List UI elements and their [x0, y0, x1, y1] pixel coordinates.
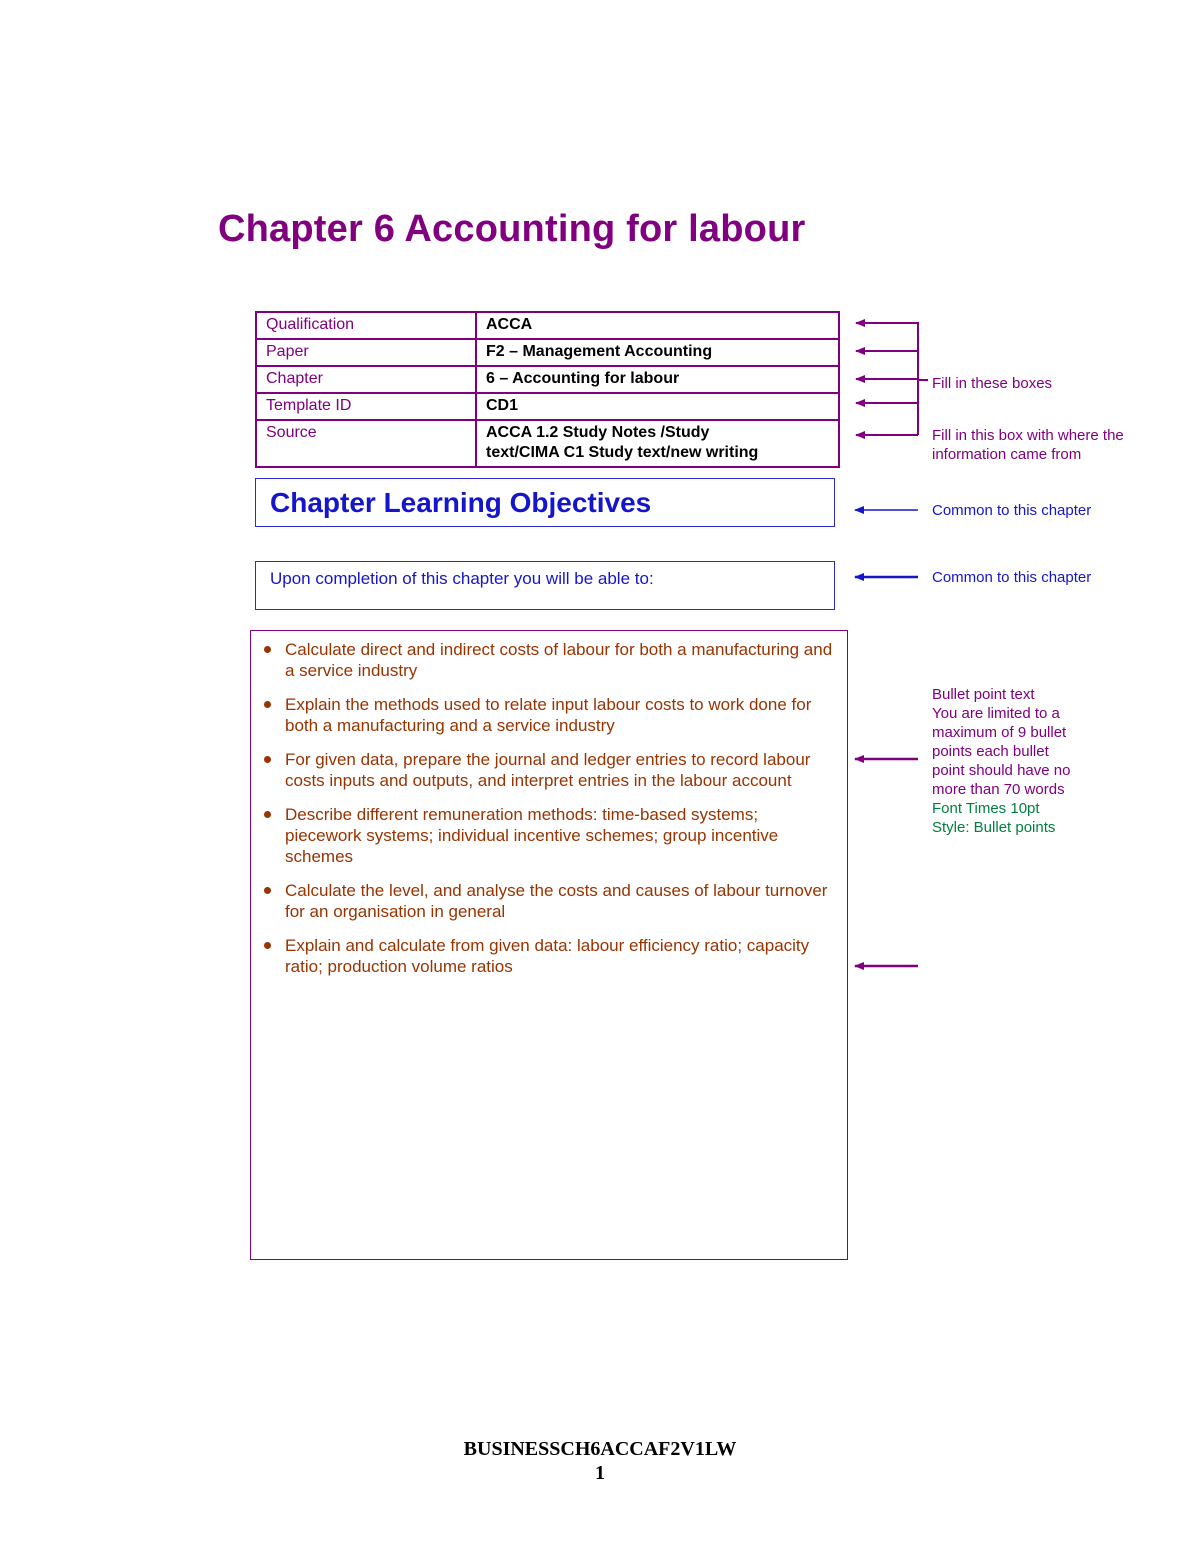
page-number: 1	[595, 1462, 605, 1484]
page-title: Chapter 6 Accounting for labour	[218, 208, 806, 250]
note-line: point should have no	[932, 762, 1071, 779]
bullet-text: Explain and calculate from given data: labour efficiency ratio; capacity ratio; production volume ratios	[285, 936, 810, 976]
bullet-text: Explain the methods used to relate input labour costs to work done for both a manufacturing and a service industry	[285, 695, 812, 735]
note-line: points each bullet	[932, 743, 1049, 760]
note-line: more than 70 words	[932, 781, 1065, 798]
bullet-text: For given data, prepare the journal and ledger entries to record labour costs inputs and outputs, and interpret entries in the labour account	[285, 750, 811, 790]
bullet-text: Describe different remuneration methods: time-based systems; piecework systems; individual incentive schemes; group incentive schemes	[285, 805, 779, 866]
note-line: information came from	[932, 446, 1082, 463]
qualification-label: Qualification	[256, 312, 476, 339]
intro-text: Upon completion of this chapter you will be able to:	[270, 569, 654, 588]
bullet-text: Calculate direct and indirect costs of labour for both a manufacturing and a service industry	[285, 640, 833, 680]
footer-document-code: BUSINESSCH6ACCAF2V1LW	[463, 1438, 737, 1460]
note-line: Fill in this box with where the	[932, 427, 1124, 444]
template-id-value: CD1	[476, 393, 839, 420]
template-id-label: Template ID	[256, 393, 476, 420]
note-fill-boxes: Fill in these boxes	[932, 375, 1053, 392]
qualification-value: ACCA	[476, 312, 839, 339]
note-line: maximum of 9 bullet	[932, 724, 1067, 741]
note-style: Style: Bullet points	[932, 819, 1056, 836]
note-line: You are limited to a	[932, 705, 1060, 722]
note-line: Bullet point text	[932, 686, 1035, 703]
source-label: Source	[256, 420, 476, 467]
source-value-line: ACCA 1.2 Study Notes /Study	[486, 424, 710, 441]
chapter-value: 6 – Accounting for labour	[476, 366, 839, 393]
paper-label: Paper	[256, 339, 476, 366]
note-bullet-rules	[932, 685, 1070, 837]
objectives-heading: Chapter Learning Objectives	[270, 487, 652, 518]
chapter-label: Chapter	[256, 366, 476, 393]
note-common-heading: Common to this chapter	[932, 502, 1092, 519]
paper-value: F2 – Management Accounting	[476, 339, 839, 366]
bullet-text: Calculate the level, and analyse the costs and causes of labour turnover for an organisation in general	[285, 881, 828, 921]
note-fill-source	[932, 426, 1124, 464]
note-font: Font Times 10pt	[932, 800, 1040, 817]
note-common-intro: Common to this chapter	[932, 569, 1092, 586]
source-value-line: text/CIMA C1 Study text/new writing	[486, 444, 759, 461]
